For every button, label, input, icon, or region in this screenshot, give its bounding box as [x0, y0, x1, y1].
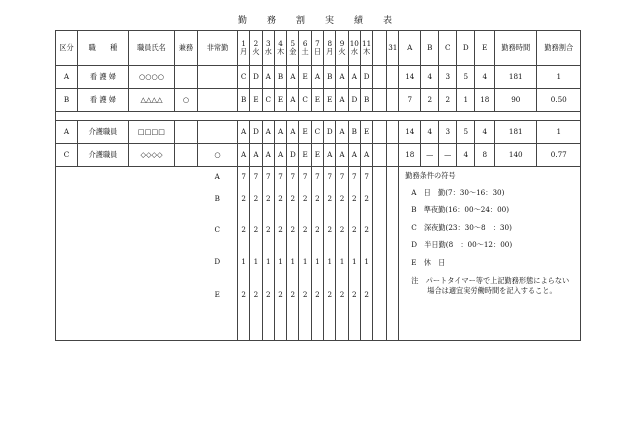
day-weekday: 木: [276, 47, 285, 56]
day-number: 1: [241, 38, 246, 48]
requirement-value: 2: [265, 290, 271, 299]
row-shift: A: [250, 144, 262, 167]
row-staff-name: ○○○○: [129, 66, 175, 89]
requirement-code: B: [214, 194, 220, 203]
row-category: C: [56, 144, 78, 167]
requirement-value: 1: [315, 257, 320, 266]
row-code-count: 14: [399, 121, 421, 144]
legend-item: C 深夜勤(23：30〜8 ：30): [411, 222, 512, 232]
requirement-day-column: [274, 167, 286, 341]
row-concurrent: [175, 121, 198, 144]
requirement-value: 7: [290, 172, 296, 181]
requirement-value: 2: [278, 225, 283, 234]
requirement-code: E: [214, 290, 220, 299]
requirement-code: C: [214, 225, 220, 234]
requirement-value: 7: [339, 172, 345, 181]
row-shift: D: [360, 66, 372, 89]
row-shift: C: [311, 121, 323, 144]
row-concurrent: ○: [175, 89, 198, 112]
row-shift: A: [287, 66, 299, 89]
row-code-count: —: [439, 144, 457, 167]
requirement-value: 2: [290, 194, 296, 203]
row-shift: E: [311, 89, 323, 112]
title-char: 務: [266, 16, 276, 26]
requirement-value: 2: [241, 194, 246, 203]
legend-item: D 半日勤(8 ：00〜12：00): [411, 240, 513, 250]
requirement-value: 2: [290, 290, 296, 299]
row-part-time: [198, 66, 238, 89]
row-job-type: 看 護 婦: [78, 89, 129, 112]
spacer-row: [56, 112, 581, 121]
day-number: 5: [290, 38, 296, 48]
row-shift: A: [336, 144, 348, 167]
header-day: [311, 31, 323, 66]
requirement-value: 2: [302, 194, 308, 203]
requirement-gap: [373, 167, 387, 341]
requirement-day-column: [262, 167, 274, 341]
row-day-31: [387, 144, 399, 167]
requirement-value: 2: [290, 225, 296, 234]
requirement-day-column: [324, 167, 336, 341]
row-part-time: ○: [198, 144, 238, 167]
row-hours: 181: [495, 66, 537, 89]
day-number: 9: [339, 38, 345, 48]
legend-cell: [399, 167, 581, 341]
row-shift: D: [348, 89, 360, 112]
requirement-value: 2: [265, 194, 271, 203]
requirement-value: 7: [265, 172, 271, 181]
row-part-time: [198, 121, 238, 144]
row-category: B: [56, 89, 78, 112]
requirement-value: 1: [302, 257, 308, 266]
row-shift: B: [360, 89, 372, 112]
requirement-value: 1: [327, 257, 333, 266]
header-day: [287, 31, 299, 66]
row-shift: A: [324, 144, 336, 167]
header-day: [274, 31, 286, 66]
row-shift: B: [274, 66, 286, 89]
row-ratio: 0.50: [537, 89, 581, 112]
requirement-day-column: [336, 167, 348, 341]
day-number: 3: [265, 38, 271, 48]
row-gap: [373, 66, 387, 89]
row-day-31: [387, 89, 399, 112]
header-part-time: 非常勤: [198, 31, 238, 66]
row-category: A: [56, 66, 78, 89]
day-weekday: 火: [338, 47, 346, 56]
row-shift: A: [348, 66, 360, 89]
header-staff-name: 職員氏名: [129, 31, 175, 66]
legend-item: B 準夜勤(16：00〜24：00): [411, 205, 510, 215]
row-shift: E: [299, 121, 311, 144]
row-code-count: 4: [475, 121, 495, 144]
row-ratio: 0.77: [537, 144, 581, 167]
requirement-value: 2: [278, 194, 283, 203]
row-gap: [373, 144, 387, 167]
requirement-day-31: [387, 167, 399, 341]
requirement-value: 7: [241, 172, 246, 181]
title-char: 績: [354, 16, 364, 26]
row-staff-name: □□□□: [129, 121, 175, 144]
requirement-value: 2: [278, 290, 283, 299]
row-shift: A: [262, 66, 274, 89]
requirement-value: 2: [364, 290, 369, 299]
requirement-value: 2: [302, 290, 308, 299]
requirement-value: 1: [253, 257, 259, 266]
legend-item: E 休 日: [411, 257, 446, 267]
row-hours: 181: [495, 121, 537, 144]
row-code-count: 5: [457, 121, 475, 144]
row-job-type: 介護職員: [78, 144, 129, 167]
row-shift: D: [250, 121, 262, 144]
requirement-value: 2: [327, 290, 333, 299]
requirement-value: 2: [364, 194, 369, 203]
requirement-value: 1: [364, 257, 369, 266]
day-number: 6: [302, 38, 308, 48]
requirement-value: 7: [364, 172, 369, 181]
header-ratio: 勤務割合: [537, 31, 581, 66]
header-code: D: [457, 31, 475, 66]
requirement-value: 7: [327, 172, 333, 181]
row-code-count: 3: [439, 66, 457, 89]
requirement-value: 1: [352, 257, 357, 266]
requirement-codes: [198, 167, 238, 341]
duty-roster-table: [55, 30, 581, 341]
row-category: A: [56, 121, 78, 144]
row-shift: A: [274, 144, 286, 167]
requirement-value: 2: [241, 225, 246, 234]
row-shift: B: [324, 66, 336, 89]
spacer-cell: [56, 112, 581, 121]
legend-note: 注 パートタイマー等で上記勤務形態によらない場合は適宜実労働時間を記入すること。: [411, 276, 570, 296]
staff-row: [56, 66, 581, 89]
title-char: 実: [325, 16, 335, 26]
header-hours: 勤務時間: [495, 31, 537, 66]
row-part-time: [198, 89, 238, 112]
requirement-value: 2: [265, 225, 271, 234]
row-shift: E: [311, 144, 323, 167]
requirement-value: 2: [302, 225, 308, 234]
row-staff-name: ◇◇◇◇: [129, 144, 175, 167]
row-shift: C: [299, 89, 311, 112]
row-day-31: [387, 121, 399, 144]
requirement-value: 1: [290, 257, 296, 266]
row-shift: A: [336, 89, 348, 112]
staff-row: [56, 144, 581, 167]
row-shift: E: [274, 89, 286, 112]
header-day: [336, 31, 348, 66]
row-code-count: 4: [421, 121, 439, 144]
requirement-code: A: [214, 172, 220, 181]
row-shift: D: [324, 121, 336, 144]
row-code-count: 4: [421, 66, 439, 89]
requirement-value: 2: [339, 225, 345, 234]
day-weekday: 火: [252, 47, 260, 56]
requirement-value: 1: [265, 257, 271, 266]
row-staff-name: △△△△: [129, 89, 175, 112]
day-weekday: 水: [350, 47, 358, 56]
header-row: [56, 31, 581, 66]
requirement-day-column: [250, 167, 262, 341]
header-day: [299, 31, 311, 66]
header-code: A: [399, 31, 421, 66]
requirement-code: D: [214, 257, 221, 266]
requirement-value: 2: [315, 290, 320, 299]
day-number: 11: [362, 38, 372, 48]
requirement-value: 2: [253, 225, 259, 234]
requirement-day-column: [287, 167, 299, 341]
row-code-count: —: [421, 144, 439, 167]
day-weekday: 土: [301, 47, 309, 56]
document-title: [0, 13, 630, 26]
day-weekday: 木: [363, 47, 371, 56]
row-shift: B: [348, 121, 360, 144]
requirement-value: 2: [327, 225, 333, 234]
row-shift: A: [274, 121, 286, 144]
day-number: 10: [349, 38, 359, 48]
requirement-day-column: [299, 167, 311, 341]
day-number: 7: [315, 38, 320, 48]
row-shift: A: [336, 121, 348, 144]
row-gap: [373, 89, 387, 112]
row-shift: D: [287, 144, 299, 167]
legend-title: 勤務条件の符号: [405, 171, 456, 180]
requirement-value: 2: [315, 225, 320, 234]
header-concurrent: 兼務: [175, 31, 198, 66]
header-gap: [373, 31, 387, 66]
row-shift: A: [287, 121, 299, 144]
header-category: 区分: [56, 31, 78, 66]
row-shift: A: [348, 144, 360, 167]
row-shift: A: [311, 66, 323, 89]
row-shift: E: [299, 66, 311, 89]
title-char: 表: [383, 16, 393, 26]
requirement-value: 1: [339, 257, 345, 266]
staff-row: [56, 121, 581, 144]
requirement-value: 7: [253, 172, 259, 181]
day-weekday: 水: [264, 47, 272, 56]
row-code-count: 4: [457, 144, 475, 167]
row-code-count: 14: [399, 66, 421, 89]
row-code-count: 2: [439, 89, 457, 112]
row-shift: D: [250, 66, 262, 89]
row-code-count: 8: [475, 144, 495, 167]
staff-row: [56, 89, 581, 112]
row-hours: 90: [495, 89, 537, 112]
row-code-count: 4: [475, 66, 495, 89]
row-shift: A: [360, 144, 372, 167]
row-shift: B: [238, 89, 250, 112]
row-shift: A: [262, 144, 274, 167]
day-weekday: 月: [240, 47, 248, 56]
requirement-value: 2: [253, 290, 259, 299]
row-hours: 140: [495, 144, 537, 167]
day-number: 8: [327, 38, 333, 48]
row-code-count: 18: [399, 144, 421, 167]
requirement-value: 2: [352, 225, 357, 234]
row-shift: A: [238, 121, 250, 144]
row-code-count: 3: [439, 121, 457, 144]
row-shift: E: [360, 121, 372, 144]
header-code: B: [421, 31, 439, 66]
requirement-value: 2: [352, 194, 357, 203]
header-day-31: 31: [387, 31, 399, 66]
requirement-value: 2: [315, 194, 320, 203]
day-weekday: 日: [313, 47, 322, 56]
row-code-count: 2: [421, 89, 439, 112]
requirement-value: 2: [339, 290, 345, 299]
row-shift: A: [336, 66, 348, 89]
row-concurrent: [175, 144, 198, 167]
row-code-count: 5: [457, 66, 475, 89]
requirement-day-column: [348, 167, 360, 341]
row-concurrent: [175, 66, 198, 89]
row-shift: E: [299, 144, 311, 167]
row-ratio: 1: [537, 121, 581, 144]
requirement-value: 2: [364, 225, 369, 234]
header-code: C: [439, 31, 457, 66]
requirement-value: 7: [315, 172, 320, 181]
header-day: [238, 31, 250, 66]
row-job-type: 看 護 婦: [78, 66, 129, 89]
row-gap: [373, 121, 387, 144]
row-shift: C: [238, 66, 250, 89]
row-code-count: 7: [399, 89, 421, 112]
row-shift: A: [262, 121, 274, 144]
day-number: 4: [278, 38, 283, 48]
requirement-value: 7: [278, 172, 283, 181]
requirement-value: 1: [241, 257, 246, 266]
day-number: 2: [253, 38, 259, 48]
requirement-value: 7: [352, 172, 357, 181]
day-weekday: 月: [326, 47, 334, 56]
row-day-31: [387, 66, 399, 89]
header-day: [250, 31, 262, 66]
requirement-day-column: [238, 167, 250, 341]
requirement-value: 7: [302, 172, 308, 181]
row-shift: A: [287, 89, 299, 112]
requirements-blank: [56, 167, 198, 341]
day-weekday: 金: [289, 47, 297, 56]
header-job-type: 職 種: [78, 31, 129, 66]
requirement-value: 2: [241, 290, 246, 299]
row-shift: A: [238, 144, 250, 167]
header-day: [348, 31, 360, 66]
requirement-value: 2: [253, 194, 259, 203]
requirement-value: 1: [278, 257, 283, 266]
requirements-block: [56, 167, 581, 341]
row-job-type: 介護職員: [78, 121, 129, 144]
requirement-value: 2: [327, 194, 333, 203]
title-char: 勤: [237, 16, 247, 26]
row-shift: E: [324, 89, 336, 112]
requirement-value: 2: [339, 194, 345, 203]
row-ratio: 1: [537, 66, 581, 89]
header-code: E: [475, 31, 495, 66]
requirement-day-column: [360, 167, 372, 341]
header-day: [262, 31, 274, 66]
header-day: [324, 31, 336, 66]
title-char: 割: [295, 16, 305, 26]
row-code-count: 1: [457, 89, 475, 112]
row-shift: E: [250, 89, 262, 112]
requirement-day-column: [311, 167, 323, 341]
legend-item: A 日 勤(7：30〜16：30): [411, 187, 505, 197]
header-day: [360, 31, 372, 66]
row-code-count: 18: [475, 89, 495, 112]
row-shift: C: [262, 89, 274, 112]
requirement-value: 2: [352, 290, 357, 299]
